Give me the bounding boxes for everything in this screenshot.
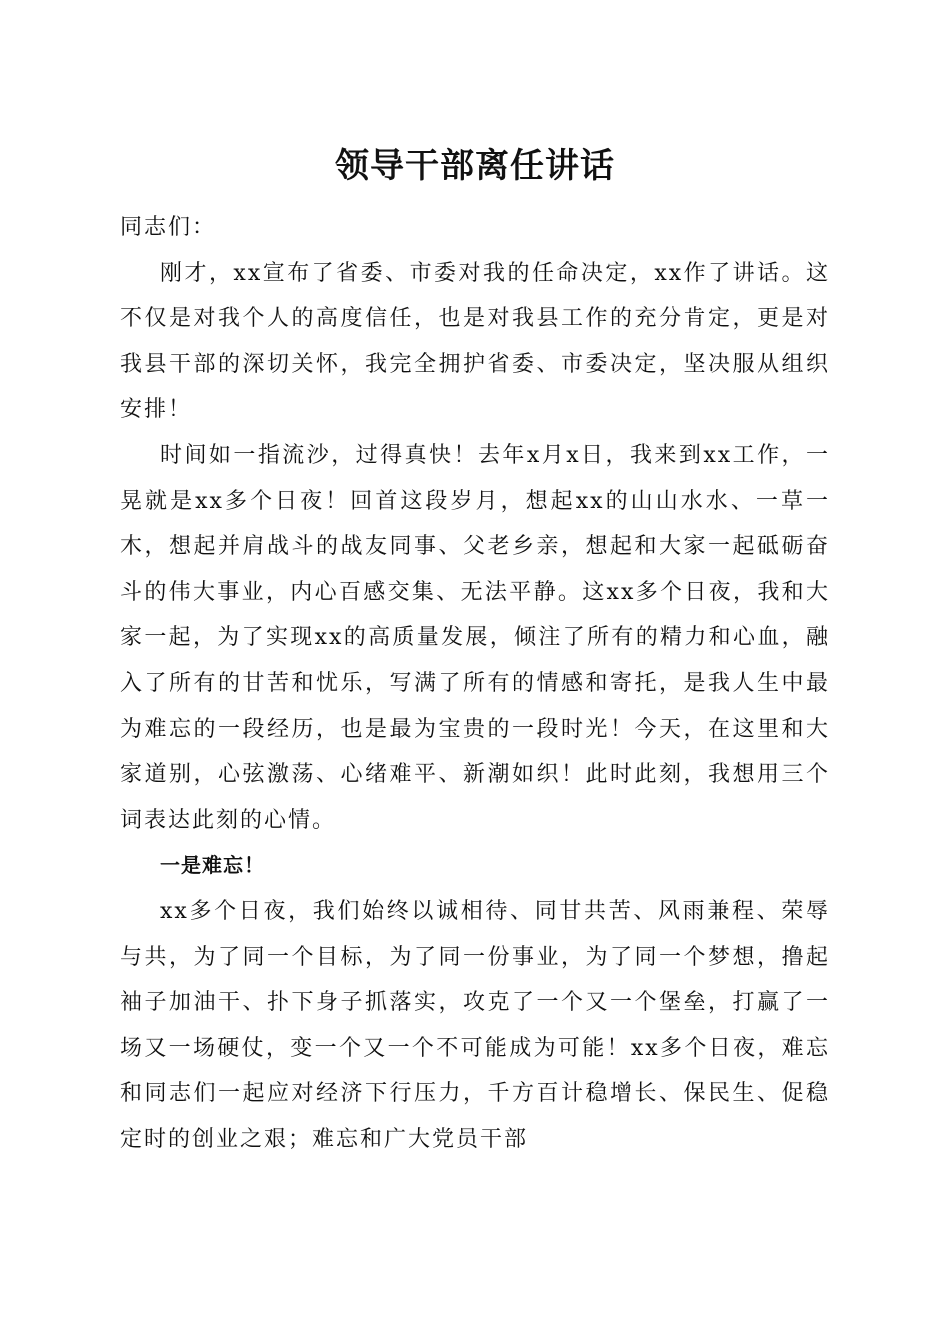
document-body <box>120 205 830 1162</box>
paragraph-2: 时间如一指流沙，过得真快！去年x月x日，我来到xx工作，一晃就是xx多个日夜！回首这段岁月，想起xx的山山水水、一草一木，想起并肩战斗的战友同事、父老乡亲，想起和大家一起砥砺奋斗的伟大事业，内心百感交集、无法平静。这xx多个日夜，我和大家一起，为了实现xx的高质量发展，倾注了所有的精力和心血，融入了所有的甘苦和忧乐，写满了所有的情感和寄托，是我人生中最为难忘的一段经历，也是最为宝贵的一段时光！今天，在这里和大家道别，心弦激荡、心绪难平、新潮如织！此时此刻，我想用三个词表达此刻的心情。 <box>120 442 830 833</box>
section-paragraph: xx多个日夜，我们始终以诚相待、同甘共苦、风雨兼程、荣辱与共，为了同一个目标，为了同一份事业，为了同一个梦想，撸起袖子加油干、扑下身子抓落实，攻克了一个又一个堡垒，打赢了一场又一场硬仗，变一个又一个不可能成为可能！xx多个日夜，难忘和同志们一起应对经济下行压力，千方百计稳增长、保民生、促稳定时的创业之艰；难忘和广大党员干部 <box>120 898 830 1152</box>
section-heading: 一是难忘！ <box>160 853 265 878</box>
salutation: 同志们： <box>120 215 217 240</box>
paragraph-1: 刚才，xx宣布了省委、市委对我的任命决定，xx作了讲话。这不仅是对我个人的高度信任，也是对我县工作的充分肯定，更是对我县干部的深切关怀，我完全拥护省委、市委决定，坚决服从组织安排！ <box>120 260 830 423</box>
document-title: 领导干部离任讲话 <box>335 146 615 186</box>
